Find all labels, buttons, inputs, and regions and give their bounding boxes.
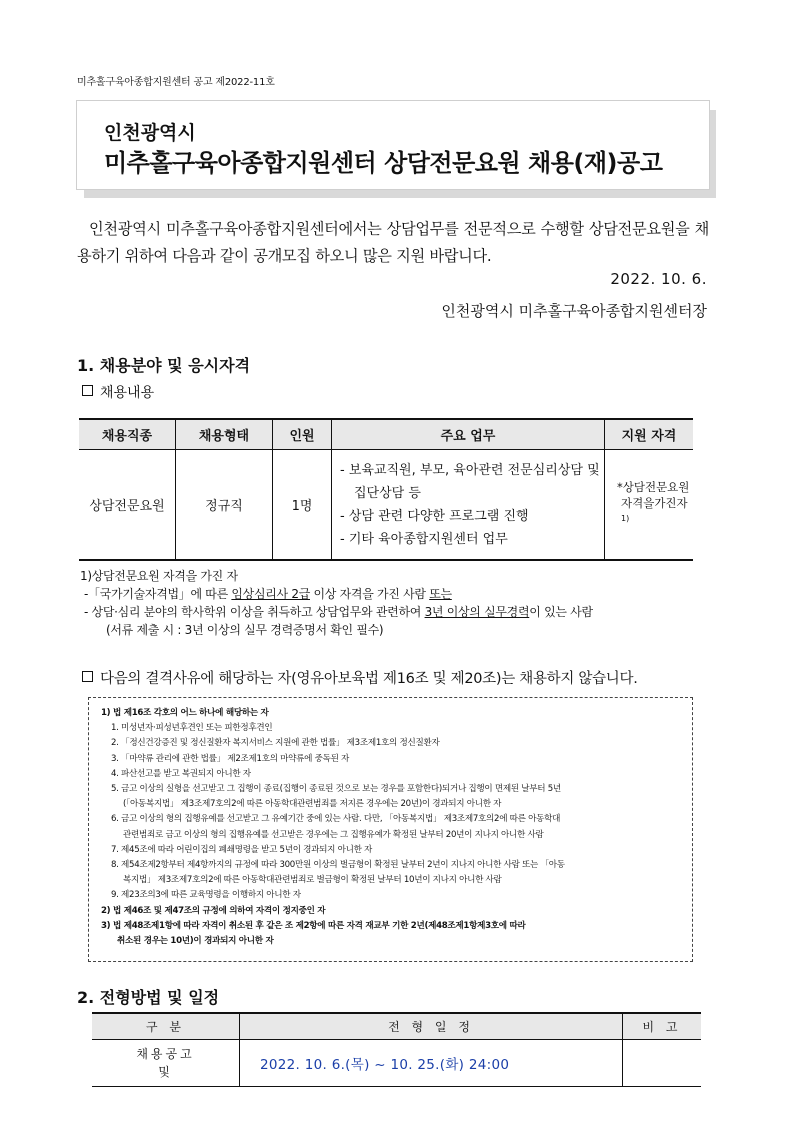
disqualification-heading <box>82 667 638 688</box>
schedule-table <box>92 1012 701 1087</box>
section2-heading: 2. 전형방법 및 일정 <box>77 988 220 1007</box>
disqualification-list <box>101 706 686 949</box>
title-sub: 인천광역시 <box>104 122 196 144</box>
qualification-line2 <box>617 495 692 530</box>
list-item: 3. 「마약류 관리에 관한 법률」 제2조제1호의 마약류에 중독된 자 <box>111 753 350 764</box>
list-item: 1. 미성년자·피성년후견인 또는 피한정후견인 <box>111 723 273 734</box>
note-line-3: (서류 제출 시 : 3년 이상의 실무 경력증명서 확인 필수) <box>106 623 384 637</box>
notes-title: 1)상담전문요원 자격을 가진 자 <box>80 569 238 583</box>
duty-item: - 기타 육아종합지원센터 업무 <box>340 531 508 547</box>
checkbox-square-icon <box>82 385 93 396</box>
disq-heading-3-continued: 취소된 경우는 10년)이 경과되지 아니한 자 <box>117 936 274 947</box>
header-note: 비 고 <box>623 1013 702 1040</box>
checkbox-square-icon <box>82 671 93 682</box>
cell-note <box>623 1040 702 1087</box>
list-item-continued: 관련범죄로 금고 이상의 형의 집행유예를 선고받은 경우에는 그 집행유예가 확정된 날부터 20년이 지나지 아니한 사람 <box>123 829 544 840</box>
issuer: 인천광역시 미추홀구육아종합지원센터장 <box>441 302 707 320</box>
table-row <box>79 450 693 561</box>
intro-paragraph: 인천광역시 미추홀구육아종합지원센터에서는 상담업무를 전문적으로 수행할 상담전문요원을 채용하기 위하여 다음과 같이 공개모집 하오니 많은 지원 바랍니다. <box>77 220 709 265</box>
qualification-text: 자격을가진자 <box>621 496 688 511</box>
list-item: 8. 제54조제2항부터 제4항까지의 규정에 따라 300만원 이상의 벌금형이 확정된 날부터 2년이 지나지 아니한 사람 또는 「아동 <box>111 860 565 871</box>
list-item: 9. 제23조의3에 따른 교육명령을 이행하지 아니한 자 <box>111 890 301 901</box>
cell-qualification <box>605 450 694 561</box>
note-underlined: 또는 <box>429 587 452 601</box>
disqualification-heading-text: 다음의 결격사유에 해당하는 자(영유아보육법 제16조 및 제20조)는 채용하지 않습니다. <box>100 671 638 687</box>
note-underlined: 3년 이상의 실무경력 <box>424 605 530 619</box>
section1-heading: 1. 채용분야 및 응시자격 <box>77 356 251 375</box>
notice-date: 2022. 10. 6. <box>610 270 707 288</box>
header-schedule: 전 형 일 정 <box>240 1013 623 1040</box>
disq-heading-3: 3) 법 제48조제1항에 따라 자격이 취소된 후 같은 조 제2항에 따른 자격 재교부 기한 2년(제48조제1항제3호에 따라 <box>101 920 526 931</box>
note-line-2 <box>80 603 593 621</box>
disq-heading-2: 2) 법 제46조 및 제47조의 규정에 의하여 자격이 정지중인 자 <box>101 905 326 916</box>
list-item: 5. 금고 이상의 실형을 선고받고 그 집행이 종료(집행이 종료된 것으로 보는 경우를 포함한다)되거나 집행이 면제된 날부터 5년 <box>111 784 561 795</box>
notice-number: 미추홀구육아종합지원센터 공고 제2022-11호 <box>77 77 275 88</box>
note-text: 이상 자격을 가진 사람 <box>310 587 430 601</box>
cell-schedule: 2022. 10. 6.(목) ~ 10. 25.(화) 24:00 <box>240 1040 623 1087</box>
qualification-notes <box>80 567 593 639</box>
list-item-continued: 복지법」 제3조제7호의2에 따른 아동학대관련범죄로 벌금형이 확정된 날부터 10년이 지나지 아니한 사람 <box>123 875 502 886</box>
duty-item: - 상담 관련 다양한 프로그램 진행 <box>340 508 529 524</box>
list-item: 2. 「정신건강증진 및 정신질환자 복지서비스 지원에 관한 법률」 제3조제1호의 정신질환자 <box>111 738 440 749</box>
note-text: 이 있는 사람 <box>529 605 593 619</box>
qualification-line1: *상담전문요원 <box>617 480 690 495</box>
disq-heading-1: 1) 법 제16조 각호의 어느 하나에 해당하는 자 <box>101 708 269 718</box>
cell-category <box>92 1040 240 1087</box>
page-title: 미추홀구육아종합지원센터 상담전문요원 채용(재)공고 <box>104 149 663 177</box>
category-line1: 채용공고 <box>136 1047 195 1061</box>
list-item: 7. 제45조에 따라 어린이집의 폐쇄명령을 받고 5년이 경과되지 아니한 자 <box>111 844 373 855</box>
list-item: 6. 금고 이상의 형의 집행유예를 선고받고 그 유예기간 중에 있는 사람. 다만, 「아동복지법」 제3조제7호의2에 따른 아동학대 <box>111 814 561 825</box>
note-underlined: 임상심리사 2급 <box>231 587 310 601</box>
header-category: 구 분 <box>92 1013 240 1040</box>
table-row <box>92 1040 701 1087</box>
list-item-continued: (「아동복지법」 제3조제7호의2에 따른 아동학대관련범죄를 저지른 경우에는 20년)이 경과되지 아니한 자 <box>123 799 502 810</box>
list-item: 4. 파산선고를 받고 복권되지 아니한 자 <box>111 768 251 779</box>
header-qualification: 지원 자격 <box>605 419 694 450</box>
cell-duties <box>332 450 605 561</box>
table-header-row <box>92 1013 701 1040</box>
recruitment-table <box>79 418 693 561</box>
cell-count: 1명 <box>273 450 332 561</box>
table-header-row <box>79 419 693 450</box>
note-line-1 <box>80 585 593 603</box>
duty-item: - 보육교직원, 부모, 육아관련 전문심리상담 및 집단상담 등 <box>340 462 600 501</box>
subheading-label: 채용내용 <box>100 385 155 401</box>
cell-job: 상담전문요원 <box>79 450 176 561</box>
header-duties: 주요 업무 <box>332 419 605 450</box>
header-type: 채용형태 <box>176 419 273 450</box>
footnote-marker: 1) <box>621 514 630 524</box>
note-text: -「국가기술자격법」에 따른 <box>84 587 232 601</box>
section1-subheading <box>82 382 154 402</box>
header-count: 인원 <box>273 419 332 450</box>
category-line2: 및 <box>158 1065 173 1079</box>
header-job: 채용직종 <box>79 419 176 450</box>
cell-type: 정규직 <box>176 450 273 561</box>
note-text: - 상담·심리 분야의 학사학위 이상을 취득하고 상담업무와 관련하여 <box>84 605 425 619</box>
